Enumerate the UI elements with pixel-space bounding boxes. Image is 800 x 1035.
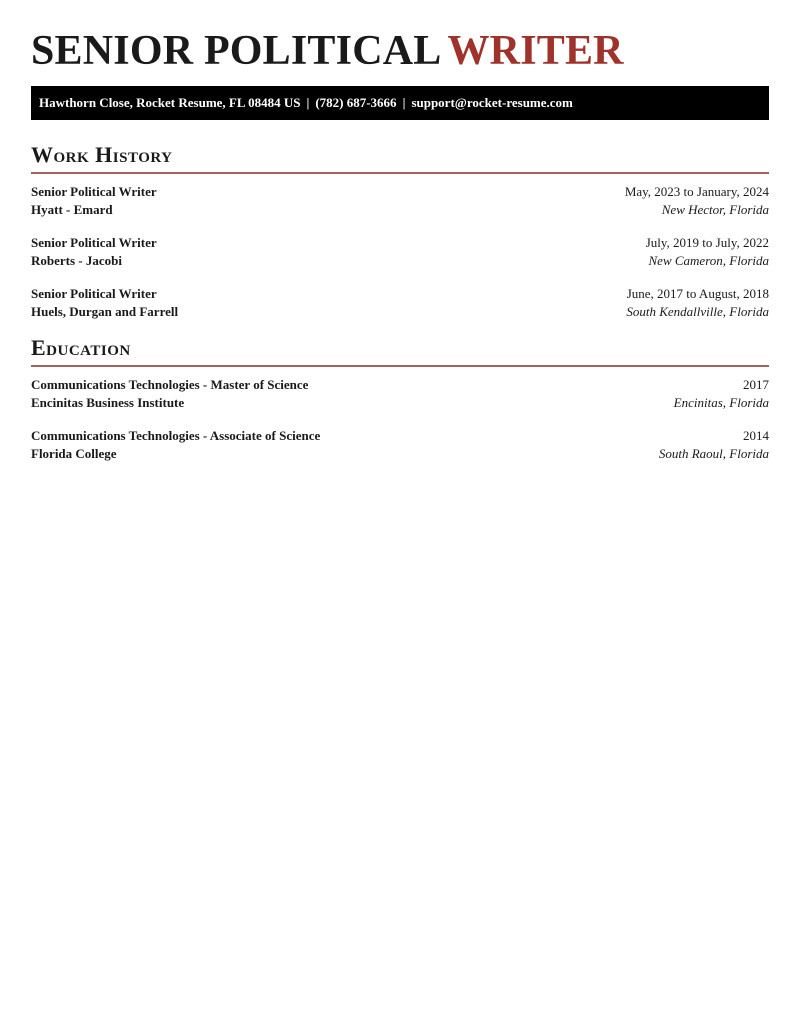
work-history-heading: Work History [31, 142, 173, 167]
job-title: Senior Political Writer [31, 184, 157, 199]
contact-phone: (782) 687-3666 [315, 95, 397, 110]
degree: Communications Technologies - Associate of Science [31, 428, 321, 443]
job-location: New Hector, Florida [661, 202, 769, 217]
contact-address: Hawthorn Close, Rocket Resume, FL 08484 US [39, 95, 301, 110]
title-accent: WRITER [447, 28, 624, 74]
school-location: Encinitas, Florida [673, 395, 769, 410]
company-name: Hyatt - Emard [31, 202, 113, 217]
contact-email: support@rocket-resume.com [411, 95, 573, 110]
job-location: New Cameron, Florida [648, 253, 769, 268]
section-divider [31, 172, 769, 174]
company-name: Huels, Durgan and Farrell [31, 304, 179, 319]
company-name: Roberts - Jacobi [31, 253, 122, 268]
school-name: Florida College [31, 446, 117, 461]
section-divider [31, 365, 769, 367]
graduation-year: 2014 [743, 428, 769, 443]
graduation-year: 2017 [743, 377, 769, 392]
education-entry [31, 427, 769, 463]
title-main: SENIOR POLITICAL [31, 28, 442, 74]
contact-bar [31, 86, 769, 120]
degree: Communications Technologies - Master of Science [31, 377, 309, 392]
education-entry [31, 376, 769, 412]
page-title [31, 0, 769, 84]
job-title: Senior Political Writer [31, 286, 157, 301]
job-title: Senior Political Writer [31, 235, 157, 250]
job-dates: July, 2019 to July, 2022 [645, 235, 769, 250]
job-dates: May, 2023 to January, 2024 [624, 184, 769, 199]
job-location: South Kendallville, Florida [626, 304, 769, 319]
work-entry [31, 234, 769, 270]
education-heading: Education [31, 335, 131, 360]
school-location: South Raoul, Florida [658, 446, 769, 461]
work-entry [31, 183, 769, 219]
job-dates: June, 2017 to August, 2018 [626, 286, 769, 301]
contact-separator: | [306, 95, 310, 110]
work-entry [31, 285, 769, 321]
contact-separator: | [402, 95, 406, 110]
school-name: Encinitas Business Institute [31, 395, 185, 410]
